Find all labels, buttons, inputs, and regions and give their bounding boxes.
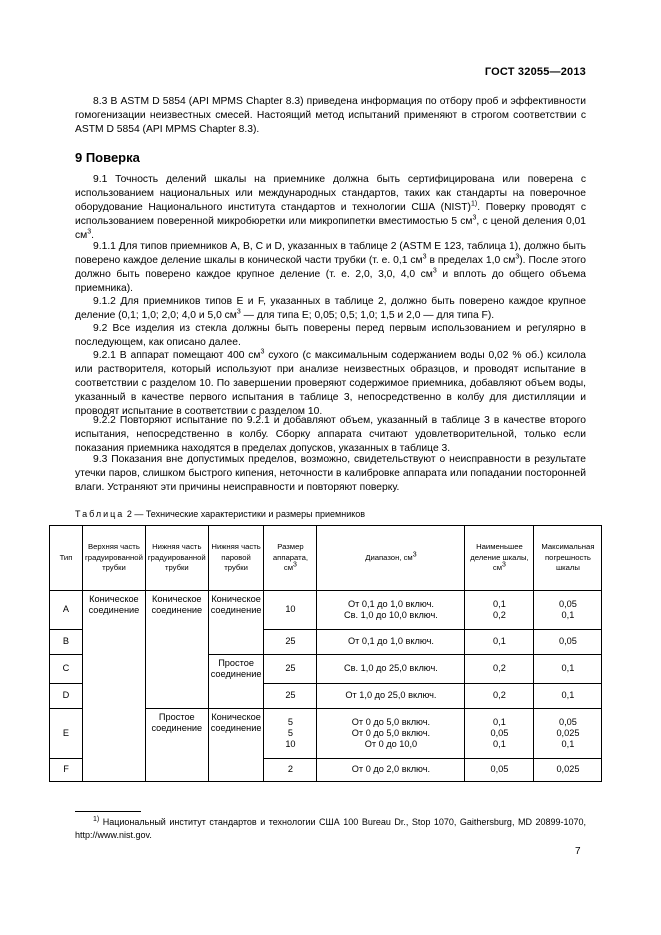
cell-range: Св. 1,0 до 25,0 включ.	[317, 655, 465, 684]
paragraph-9-3: 9.3 Показания вне допустимых пределов, возможно, свидетельствуют о неисправности в результате утечки паров, слишком быстрого кипения, неточности в калибровке аппарата или попадании посторонней влаги. Устраняют эти причины неисправности и повторяют поверку.	[75, 454, 586, 493]
cell-min-division: 0,1 0,2	[465, 591, 534, 630]
header-type: Тип	[50, 526, 83, 591]
header-lower-tube: Нижняя часть градуированной трубки	[145, 526, 208, 591]
cell-upper-conical: Коническое соединение	[83, 591, 146, 759]
cell-min-division: 0,05	[465, 759, 534, 782]
paragraph-9-2-2: 9.2.2 Повторяют испытание по 9.2.1 и добавляют объем, указанный в таблице 3 в качестве второго испытания, непосредственно в колбу. Сборку аппарата считают удовлетворительной, только если показания приемника находятся в пределах допусков, указанных в таблице 3.	[75, 415, 586, 454]
paragraph-8-3: 8.3 В ASTM D 5854 (API MPMS Chapter 8.3) приведена информация по отбору проб и эффективности гомогенизации неизвестных смесей. Настоящий метод испытаний применяют в строгом соответствии с ASTM D 5854 (API MPMS Chapter 8.3).	[75, 96, 586, 135]
cell-max-error: 0,1	[534, 684, 602, 709]
footnote-divider	[75, 811, 141, 812]
cell-upper-continued	[83, 759, 146, 782]
cell-range: От 0,1 до 1,0 включ. Св. 1,0 до 10,0 включ.	[317, 591, 465, 630]
cell-min-division: 0,1 0,05 0,1	[465, 709, 534, 759]
cell-min-division: 0,2	[465, 684, 534, 709]
paragraph-9-2-1: 9.2.1 В аппарат помещают 400 $см^3$ сухого (с максимальным содержанием воды 0,02 % об.) ксилола или растворителя, который используют при анализе неизвестных образцов, и проводят испытание в соответствии с разделом 10. По завершении проверяют содержимое приемника, добавляют объем воды, указанный в качестве первого испытания в таблице 3, непосредственно в колбу для дистилляции и проводят испытание в соответствии с разделом 10.	[75, 348, 586, 417]
cell-vapor-conical-2: Коническое соединение	[208, 709, 264, 782]
cell-range: От 1,0 до 25,0 включ.	[317, 684, 465, 709]
cell-lower-conical: Коническое соединение	[145, 591, 208, 709]
paragraph-9-1-1: 9.1.1 Для типов приемников A, B, C и D, указанных в таблице 2 (ASTM E 123, таблица 1), должно быть поверено каждое деление шкалы в конической части трубки (т. е. 0,1 $см^3$ в пределах 1,0 $см^3$). После этого должно быть поверено каждое крупное деление (т. е. 2,0, 3,0, 4,0 $см^3$ и вплоть до общего объема приемника).	[75, 241, 586, 294]
paragraph-9-1-2: 9.1.2 Для приемников типов E и F, указанных в таблице 2, должно быть поверено каждое крупное деление (0,1; 1,0; 2,0; 4,0 и 5,0 $см^3$ — для типа E; 0,05; 0,5; 1,0; 1,5 и 2,0 — для типа F).	[75, 296, 586, 321]
cell-vapor-simple: Простое соединение	[208, 655, 264, 709]
cell-size: 25	[264, 655, 317, 684]
cell-size: 2	[264, 759, 317, 782]
cell-type: F	[50, 759, 83, 782]
paragraph-9-1: 9.1 Точность делений шкалы на приемнике должна быть сертифицирована или поверена с использованием национальных или международных стандартов, таких как стандарты на поверочное оборудование Национального института стандартов и технологии США (NIST)$^{1)}$. Поверку проводят с использованием поверенной микробюретки или микропипетки вместимостью 5 $см^3$, с ценой деления 0,01 $см^3$.	[75, 174, 587, 241]
cell-vapor-conical: Коническое соединение	[208, 591, 264, 655]
footnote: $^{1)}$ Национальный институт стандартов и технологии США 100 Bureau Dr., Stop 1070, Gaithersburg, MD 20899-1070, http://www.nist.gov.	[75, 816, 586, 840]
cell-max-error: 0,05 0,1	[534, 591, 602, 630]
header-upper-tube: Верхняя часть градуированной трубки	[83, 526, 146, 591]
table-caption: Таблица 2 — Технические характеристики и размеры приемников	[75, 509, 366, 519]
cell-range: От 0 до 5,0 включ. От 0 до 5,0 включ. От 0 до 10,0	[317, 709, 465, 759]
section-title: 9 Поверка	[75, 150, 140, 165]
header-min-division: Наименьшее деление шкалы, $см^3$	[465, 526, 534, 591]
cell-size: 25	[264, 630, 317, 655]
cell-lower-simple: Простое соединение	[145, 709, 208, 782]
cell-range: От 0,1 до 1,0 включ.	[317, 630, 465, 655]
cell-min-division: 0,2	[465, 655, 534, 684]
document-header: ГОСТ 32055—2013	[484, 66, 586, 78]
cell-size: 10	[264, 591, 317, 630]
cell-type: E	[50, 709, 83, 759]
header-range: Диапазон, $см^3$	[317, 526, 465, 591]
cell-size: 5 5 10	[264, 709, 317, 759]
cell-type: C	[50, 655, 83, 684]
paragraph-9-2: 9.2 Все изделия из стекла должны быть поверены перед первым использованием и регулярно в последующем, как описано далее.	[75, 323, 586, 348]
receivers-table	[49, 525, 602, 782]
cell-max-error: 0,1	[534, 655, 602, 684]
cell-type: B	[50, 630, 83, 655]
cell-max-error: 0,025	[534, 759, 602, 782]
header-max-error: Максимальная погрешность шкалы	[534, 526, 602, 591]
cell-range: От 0 до 2,0 включ.	[317, 759, 465, 782]
header-size: Размер аппарата, $см^3$	[264, 526, 317, 591]
page-number: 7	[575, 846, 581, 857]
cell-max-error: 0,05	[534, 630, 602, 655]
cell-max-error: 0,05 0,025 0,1	[534, 709, 602, 759]
header-vapor-tube: Нижняя часть паровой трубки	[208, 526, 264, 591]
cell-size: 25	[264, 684, 317, 709]
cell-min-division: 0,1	[465, 630, 534, 655]
cell-type: D	[50, 684, 83, 709]
cell-type: A	[50, 591, 83, 630]
